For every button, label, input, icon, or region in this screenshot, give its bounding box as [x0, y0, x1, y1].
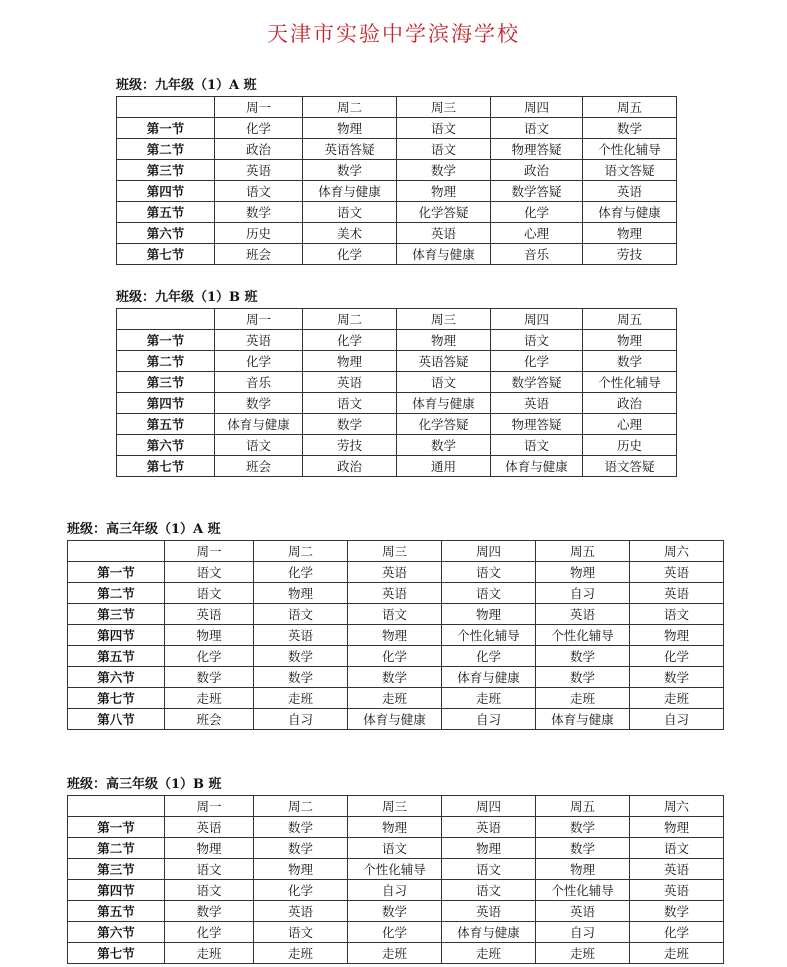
period-label: 第六节	[68, 667, 165, 688]
day-header: 周四	[491, 97, 583, 118]
schedule-section-9-1b	[116, 289, 677, 477]
day-header: 周二	[254, 796, 348, 817]
subject-cell: 走班	[536, 943, 630, 964]
day-header: 周四	[442, 796, 536, 817]
corner-cell	[68, 796, 165, 817]
subject-cell: 语文	[348, 604, 442, 625]
day-header: 周五	[536, 796, 630, 817]
subject-cell: 体育与健康	[536, 709, 630, 730]
subject-cell: 物理	[165, 838, 254, 859]
subject-cell: 物理	[397, 181, 491, 202]
subject-cell: 语文	[303, 202, 397, 223]
schedule-table	[67, 540, 724, 730]
period-label: 第五节	[117, 414, 215, 435]
period-label: 第六节	[68, 922, 165, 943]
day-header: 周四	[491, 309, 583, 330]
subject-cell: 语文答疑	[583, 456, 677, 477]
subject-cell: 自习	[254, 709, 348, 730]
subject-cell: 英语	[254, 625, 348, 646]
period-label: 第三节	[117, 160, 215, 181]
subject-cell: 英语	[442, 901, 536, 922]
subject-cell: 化学	[348, 922, 442, 943]
subject-cell: 自习	[442, 709, 536, 730]
subject-cell: 语文	[165, 562, 254, 583]
period-label: 第七节	[117, 456, 215, 477]
subject-cell: 化学	[442, 646, 536, 667]
table-row	[117, 118, 677, 139]
period-label: 第七节	[117, 244, 215, 265]
corner-cell	[117, 309, 215, 330]
subject-cell: 物理	[583, 223, 677, 244]
subject-cell: 物理	[442, 604, 536, 625]
day-header: 周二	[254, 541, 348, 562]
class-label: 班级：高三年级（1）A 班	[67, 522, 221, 537]
subject-cell: 英语	[630, 583, 724, 604]
subject-cell: 英语	[630, 880, 724, 901]
subject-cell: 物理答疑	[491, 414, 583, 435]
schedule-table	[67, 795, 724, 964]
subject-cell: 语文	[215, 435, 303, 456]
subject-cell: 物理	[254, 583, 348, 604]
table-row	[117, 330, 677, 351]
subject-cell: 语文	[165, 859, 254, 880]
subject-cell: 语文	[442, 880, 536, 901]
day-header: 周一	[215, 97, 303, 118]
subject-cell: 英语	[491, 393, 583, 414]
subject-cell: 美术	[303, 223, 397, 244]
subject-cell: 物理	[348, 625, 442, 646]
subject-cell: 化学	[491, 202, 583, 223]
subject-cell: 化学	[630, 922, 724, 943]
table-row	[68, 880, 724, 901]
subject-cell: 体育与健康	[348, 709, 442, 730]
period-label: 第五节	[117, 202, 215, 223]
table-row	[117, 435, 677, 456]
subject-cell: 体育与健康	[442, 667, 536, 688]
subject-cell: 走班	[165, 688, 254, 709]
day-header: 周二	[303, 309, 397, 330]
day-header: 周二	[303, 97, 397, 118]
subject-cell: 化学	[348, 646, 442, 667]
table-row	[117, 181, 677, 202]
corner-cell	[68, 541, 165, 562]
subject-cell: 化学	[303, 244, 397, 265]
subject-cell: 心理	[491, 223, 583, 244]
table-row	[68, 604, 724, 625]
subject-cell: 个性化辅导	[536, 625, 630, 646]
subject-cell: 走班	[536, 688, 630, 709]
period-label: 第五节	[68, 901, 165, 922]
day-header: 周四	[442, 541, 536, 562]
subject-cell: 通用	[397, 456, 491, 477]
subject-cell: 化学答疑	[397, 202, 491, 223]
subject-cell: 数学答疑	[491, 372, 583, 393]
subject-cell: 个性化辅导	[583, 372, 677, 393]
subject-cell: 走班	[348, 688, 442, 709]
subject-cell: 化学	[254, 880, 348, 901]
subject-cell: 班会	[215, 244, 303, 265]
subject-cell: 体育与健康	[397, 393, 491, 414]
day-header: 周一	[165, 796, 254, 817]
subject-cell: 物理	[442, 838, 536, 859]
subject-cell: 物理	[303, 351, 397, 372]
subject-cell: 体育与健康	[397, 244, 491, 265]
subject-cell: 走班	[442, 943, 536, 964]
table-row	[117, 414, 677, 435]
subject-cell: 走班	[254, 688, 348, 709]
schedule-section-9-1a	[116, 77, 677, 265]
day-header: 周一	[215, 309, 303, 330]
subject-cell: 语文	[442, 562, 536, 583]
subject-cell: 语文	[491, 118, 583, 139]
subject-cell: 语文	[397, 139, 491, 160]
subject-cell: 语文	[348, 838, 442, 859]
subject-cell: 化学	[165, 922, 254, 943]
subject-cell: 物理	[303, 118, 397, 139]
subject-cell: 化学	[491, 351, 583, 372]
subject-cell: 自习	[348, 880, 442, 901]
subject-cell: 语文	[215, 181, 303, 202]
subject-cell: 自习	[630, 709, 724, 730]
subject-cell: 英语	[303, 372, 397, 393]
subject-cell: 政治	[491, 160, 583, 181]
table-row	[68, 859, 724, 880]
subject-cell: 自习	[536, 583, 630, 604]
subject-cell: 历史	[215, 223, 303, 244]
subject-cell: 物理	[165, 625, 254, 646]
day-header: 周五	[536, 541, 630, 562]
subject-cell: 体育与健康	[215, 414, 303, 435]
subject-cell: 走班	[630, 943, 724, 964]
table-row	[117, 393, 677, 414]
subject-cell: 心理	[583, 414, 677, 435]
table-row	[117, 223, 677, 244]
schedule-section-g3-1b	[67, 776, 724, 964]
subject-cell: 劳技	[303, 435, 397, 456]
subject-cell: 数学	[348, 901, 442, 922]
subject-cell: 语文	[254, 922, 348, 943]
subject-cell: 英语	[215, 330, 303, 351]
subject-cell: 数学	[254, 817, 348, 838]
header-row	[117, 309, 677, 330]
subject-cell: 物理	[254, 859, 348, 880]
subject-cell: 英语	[536, 901, 630, 922]
subject-cell: 物理	[583, 330, 677, 351]
subject-cell: 体育与健康	[442, 922, 536, 943]
subject-cell: 数学	[536, 817, 630, 838]
subject-cell: 英语答疑	[303, 139, 397, 160]
subject-cell: 物理	[348, 817, 442, 838]
subject-cell: 物理	[397, 330, 491, 351]
subject-cell: 语文	[397, 118, 491, 139]
period-label: 第三节	[117, 372, 215, 393]
period-label: 第四节	[68, 880, 165, 901]
period-label: 第四节	[68, 625, 165, 646]
table-row	[117, 139, 677, 160]
header-row	[68, 541, 724, 562]
subject-cell: 物理	[630, 625, 724, 646]
subject-cell: 英语	[348, 583, 442, 604]
period-label: 第二节	[117, 139, 215, 160]
day-header: 周三	[397, 97, 491, 118]
day-header: 周六	[630, 796, 724, 817]
subject-cell: 个性化辅导	[536, 880, 630, 901]
day-header: 周五	[583, 97, 677, 118]
subject-cell: 数学	[303, 160, 397, 181]
subject-cell: 物理答疑	[491, 139, 583, 160]
period-label: 第八节	[68, 709, 165, 730]
day-header: 周一	[165, 541, 254, 562]
subject-cell: 英语	[630, 562, 724, 583]
table-row	[117, 456, 677, 477]
header-row	[68, 796, 724, 817]
table-row	[68, 625, 724, 646]
subject-cell: 语文	[303, 393, 397, 414]
corner-cell	[117, 97, 215, 118]
period-label: 第一节	[117, 118, 215, 139]
subject-cell: 语文	[397, 372, 491, 393]
table-row	[68, 901, 724, 922]
subject-cell: 化学	[165, 646, 254, 667]
subject-cell: 数学	[254, 646, 348, 667]
subject-cell: 班会	[165, 709, 254, 730]
period-label: 第七节	[68, 943, 165, 964]
day-header: 周三	[348, 541, 442, 562]
subject-cell: 数学	[397, 160, 491, 181]
subject-cell: 政治	[303, 456, 397, 477]
subject-cell: 语文	[165, 583, 254, 604]
header-row	[117, 97, 677, 118]
subject-cell: 语文	[442, 859, 536, 880]
subject-cell: 数学	[165, 901, 254, 922]
class-label: 班级：高三年级（1）B 班	[67, 777, 222, 792]
subject-cell: 语文	[630, 604, 724, 625]
subject-cell: 政治	[215, 139, 303, 160]
subject-cell: 数学	[254, 667, 348, 688]
subject-cell: 语文	[165, 880, 254, 901]
subject-cell: 自习	[536, 922, 630, 943]
subject-cell: 数学	[348, 667, 442, 688]
subject-cell: 语文	[254, 604, 348, 625]
table-row	[68, 943, 724, 964]
subject-cell: 英语	[583, 181, 677, 202]
subject-cell: 语文答疑	[583, 160, 677, 181]
subject-cell: 英语	[536, 604, 630, 625]
period-label: 第二节	[68, 583, 165, 604]
page-title: 天津市实验中学滨海学校	[267, 22, 520, 46]
subject-cell: 化学	[630, 646, 724, 667]
subject-cell: 物理	[630, 817, 724, 838]
table-row	[117, 244, 677, 265]
subject-cell: 数学	[630, 901, 724, 922]
subject-cell: 英语答疑	[397, 351, 491, 372]
subject-cell: 个性化辅导	[348, 859, 442, 880]
table-row	[68, 688, 724, 709]
period-label: 第六节	[117, 435, 215, 456]
period-label: 第三节	[68, 604, 165, 625]
table-row	[117, 202, 677, 223]
subject-cell: 走班	[165, 943, 254, 964]
subject-cell: 数学	[397, 435, 491, 456]
subject-cell: 物理	[536, 859, 630, 880]
subject-cell: 走班	[254, 943, 348, 964]
subject-cell: 音乐	[215, 372, 303, 393]
subject-cell: 语文	[491, 330, 583, 351]
period-label: 第六节	[117, 223, 215, 244]
subject-cell: 数学	[536, 838, 630, 859]
subject-cell: 数学	[254, 838, 348, 859]
table-row	[68, 667, 724, 688]
subject-cell: 体育与健康	[303, 181, 397, 202]
table-row	[68, 922, 724, 943]
table-row	[117, 372, 677, 393]
subject-cell: 数学	[583, 351, 677, 372]
subject-cell: 英语	[165, 604, 254, 625]
subject-cell: 体育与健康	[583, 202, 677, 223]
subject-cell: 化学	[254, 562, 348, 583]
subject-cell: 体育与健康	[491, 456, 583, 477]
subject-cell: 数学	[165, 667, 254, 688]
subject-cell: 音乐	[491, 244, 583, 265]
subject-cell: 历史	[583, 435, 677, 456]
schedule-table	[116, 96, 677, 265]
subject-cell: 数学	[630, 667, 724, 688]
subject-cell: 数学	[536, 667, 630, 688]
period-label: 第一节	[68, 817, 165, 838]
subject-cell: 英语	[348, 562, 442, 583]
subject-cell: 英语	[397, 223, 491, 244]
subject-cell: 化学	[303, 330, 397, 351]
subject-cell: 走班	[348, 943, 442, 964]
subject-cell: 英语	[254, 901, 348, 922]
subject-cell: 语文	[442, 583, 536, 604]
table-row	[68, 709, 724, 730]
day-header: 周五	[583, 309, 677, 330]
subject-cell: 英语	[442, 817, 536, 838]
period-label: 第五节	[68, 646, 165, 667]
subject-cell: 走班	[630, 688, 724, 709]
subject-cell: 数学	[215, 202, 303, 223]
period-label: 第二节	[68, 838, 165, 859]
subject-cell: 政治	[583, 393, 677, 414]
subject-cell: 化学答疑	[397, 414, 491, 435]
schedule-section-g3-1a	[67, 521, 724, 730]
day-header: 周三	[348, 796, 442, 817]
subject-cell: 英语	[630, 859, 724, 880]
subject-cell: 劳技	[583, 244, 677, 265]
table-row	[68, 562, 724, 583]
subject-cell: 个性化辅导	[583, 139, 677, 160]
period-label: 第七节	[68, 688, 165, 709]
period-label: 第二节	[117, 351, 215, 372]
subject-cell: 数学	[303, 414, 397, 435]
subject-cell: 化学	[215, 118, 303, 139]
period-label: 第四节	[117, 393, 215, 414]
subject-cell: 个性化辅导	[442, 625, 536, 646]
table-row	[117, 160, 677, 181]
subject-cell: 化学	[215, 351, 303, 372]
table-row	[117, 351, 677, 372]
period-label: 第一节	[68, 562, 165, 583]
class-label: 班级：九年级（1）A 班	[116, 78, 257, 93]
period-label: 第一节	[117, 330, 215, 351]
subject-cell: 物理	[536, 562, 630, 583]
subject-cell: 数学答疑	[491, 181, 583, 202]
day-header: 周三	[397, 309, 491, 330]
class-label: 班级：九年级（1）B 班	[116, 290, 258, 305]
subject-cell: 数学	[215, 393, 303, 414]
subject-cell: 数学	[536, 646, 630, 667]
table-row	[68, 817, 724, 838]
day-header: 周六	[630, 541, 724, 562]
table-row	[68, 838, 724, 859]
subject-cell: 英语	[215, 160, 303, 181]
subject-cell: 语文	[630, 838, 724, 859]
table-row	[68, 646, 724, 667]
subject-cell: 班会	[215, 456, 303, 477]
table-row	[68, 583, 724, 604]
subject-cell: 语文	[491, 435, 583, 456]
period-label: 第三节	[68, 859, 165, 880]
schedule-table	[116, 308, 677, 477]
period-label: 第四节	[117, 181, 215, 202]
subject-cell: 数学	[583, 118, 677, 139]
subject-cell: 走班	[442, 688, 536, 709]
subject-cell: 英语	[165, 817, 254, 838]
